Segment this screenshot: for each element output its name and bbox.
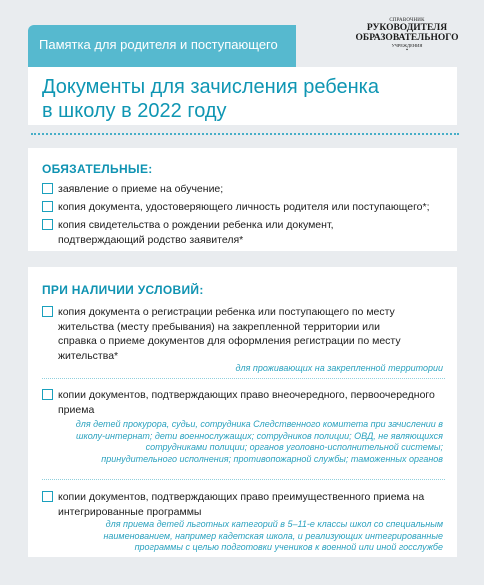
mandatory-item: [42, 200, 452, 215]
conditional-item-text: копия документа о регистрации ребенка или поступающего по месту жительства (месту пребывания) на закрепленной территории или справка о приеме документов для оформления регистрации по месту жительства*: [58, 306, 401, 362]
page-title-line-1: Документы для зачисления ребенка: [42, 76, 379, 98]
checkbox[interactable]: [42, 201, 53, 212]
checkbox[interactable]: [42, 306, 53, 317]
conditional-heading: ПРИ НАЛИЧИИ УСЛОВИЙ:: [42, 283, 204, 297]
logo-line-2: РУКОВОДИТЕЛЯ: [366, 23, 448, 33]
conditional-item-note: для детей прокурора, судьи, сотрудника Следственного комитета при зачислении в школу-интернат; дети военнослужащих; сотрудников полиции; ОВД, не являющихся сотрудниками полиции; органов уголовно-исполнительной системы; принудительного исполнения; противопожарной службы; таможенных органов: [75, 419, 443, 464]
mandatory-item-text: копия свидетельства о рождении ребенка или документ, подтверждающий родство заявителя*: [58, 219, 334, 246]
conditional-item: [42, 490, 452, 519]
checkbox[interactable]: [42, 491, 53, 502]
logo-mark: ▪: [406, 48, 408, 53]
dotted-divider: [31, 133, 459, 135]
mandatory-item-text: заявление о приеме на обучение;: [58, 183, 224, 195]
conditional-item-note: для приема детей льготных категорий в 5–11-е классы школ со специальным наименованием, например кадетская школа, и реализующих интегрированные программы с целью подготовки учеников к военной или иной госслужбе: [103, 519, 443, 552]
header-band: [28, 25, 296, 67]
checkbox[interactable]: [42, 183, 53, 194]
conditional-item: [42, 305, 402, 363]
title-card: [28, 67, 457, 125]
mandatory-item: [42, 218, 422, 247]
conditional-item-note: для проживающих на закрепленной территории: [235, 363, 443, 373]
header-band-label: Памятка для родителя и поступающего: [39, 37, 278, 52]
mandatory-item-text: копия документа, удостоверяющего личность родителя или поступающего*;: [58, 201, 430, 213]
conditional-item-text: копии документов, подтверждающих право преимущественного приема на интегрированные программы: [58, 491, 425, 518]
publisher-logo: [352, 18, 462, 54]
logo-line-1: СПРАВОЧНИК: [389, 18, 425, 23]
conditional-item: [42, 388, 442, 417]
mandatory-heading: ОБЯЗАТЕЛЬНЫЕ:: [42, 162, 153, 176]
logo-line-3: ОБРАЗОВАТЕЛЬНОГО: [355, 33, 459, 43]
dotted-separator: [42, 479, 445, 480]
conditional-card: [28, 267, 457, 557]
mandatory-item: [42, 182, 452, 197]
conditional-item-text: копии документов, подтверждающих право внеочередного, первоочередного приема: [58, 389, 435, 416]
page-title: [42, 75, 379, 123]
page-title-line-2: в школу в 2022 году: [42, 100, 227, 122]
logo-line-4: УЧРЕЖДЕНИЯ: [391, 43, 423, 48]
checkbox[interactable]: [42, 389, 53, 400]
mandatory-card: [28, 148, 457, 251]
dotted-separator: [42, 378, 445, 379]
checkbox[interactable]: [42, 219, 53, 230]
